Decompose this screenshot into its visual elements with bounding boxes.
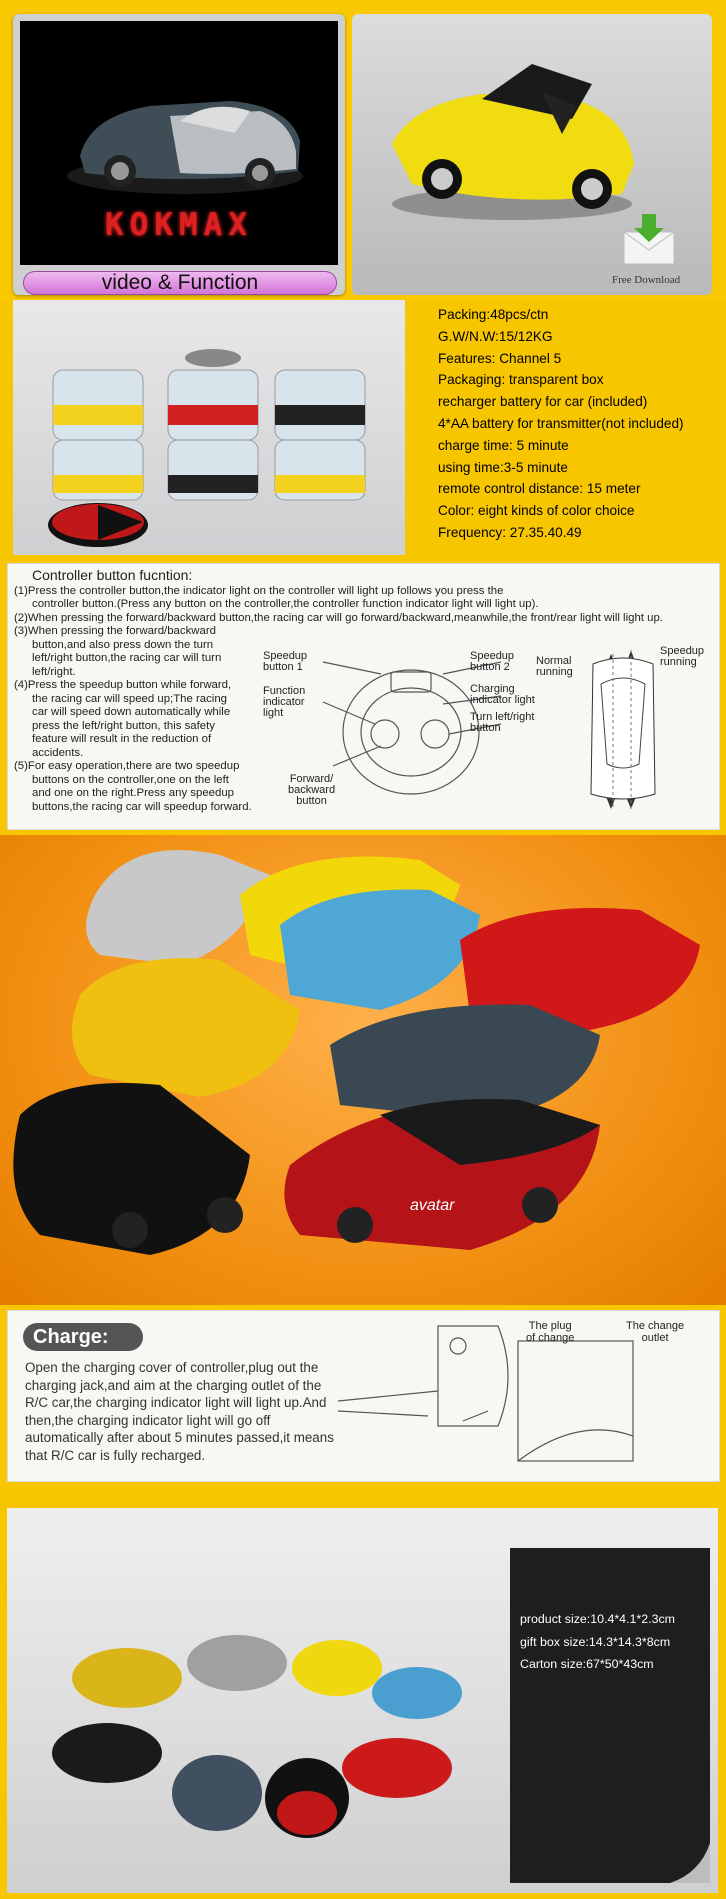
spec-weight: G.W/N.W:15/12KG — [438, 328, 553, 344]
label-function-light: Function indicator light — [263, 685, 306, 719]
yellow-car-image — [372, 44, 652, 224]
instruction-line: buttons,the racing car will speedup forward. — [32, 800, 252, 813]
instruction-line: buttons on the controller,one on the left — [32, 773, 229, 786]
free-download-link[interactable]: Free Download — [612, 274, 681, 286]
carton-size: Carton size:67*50*43cm — [520, 1657, 654, 1671]
label-speedup-2: Speedup button 2 — [470, 650, 515, 673]
instruction-line: (5)For easy operation,there are two speedup — [14, 760, 240, 772]
controller-title: Controller button fucntion: — [32, 567, 193, 583]
avatar-badge: avatar — [410, 1197, 455, 1214]
charge-title: Charge: — [23, 1323, 143, 1351]
controller-function-panel — [7, 563, 720, 830]
instruction-line: controller button.(Press any button on the controller,the controller function indicator light will light up). — [32, 598, 539, 610]
spec-remote-distance: remote control distance: 15 meter — [438, 481, 641, 497]
video-panel[interactable] — [13, 14, 345, 295]
instruction-line: car will speed down automatically while — [32, 706, 231, 718]
label-speedup-running: Speedup running — [660, 645, 705, 668]
spec-color: Color: eight kinds of color choice — [438, 503, 635, 519]
label-normal-running: Normal running — [536, 655, 573, 678]
spec-packing: Packing:48pcs/ctn — [438, 307, 549, 322]
charge-instructions: Open the charging cover of controller,plug out the charging jack,and aim at the charging outlet of the R/C car,the charging indicator light will light up.And then,the charging indicator light will go off automatically after about 5 minutes passed,it means that R/C car is fully recharged. — [25, 1360, 334, 1463]
yellow-car-panel — [352, 14, 712, 295]
mail-download-icon[interactable] — [620, 214, 678, 266]
video-thumbnail[interactable] — [20, 21, 338, 265]
instruction-line: (1)Press the controller button,the indicator light on the controller will light up follows you press the — [14, 584, 504, 597]
label-charging-light: Charging indicator light — [470, 683, 535, 706]
size-list — [520, 1608, 675, 1676]
top-banner — [0, 0, 726, 300]
size-card — [510, 1548, 710, 1883]
brand-logo: KOKMAX — [105, 207, 253, 243]
car-collection-photo — [0, 835, 726, 1305]
instruction-line: press the left/right button, this safety — [32, 719, 215, 732]
label-speedup-1: Speedup button 1 — [263, 650, 308, 673]
packaging-photo — [13, 300, 405, 555]
product-size: product size:10.4*4.1*2.3cm — [520, 1612, 675, 1626]
silver-car-image — [60, 61, 310, 201]
instruction-line: left/right button,the racing car will turn — [32, 652, 222, 664]
instruction-line: feature will result in the reduction of — [32, 733, 212, 745]
spec-packaging: Packaging: transparent box — [438, 372, 604, 388]
car-collection-image — [0, 835, 726, 1305]
spec-car-battery: recharger battery for car (included) — [438, 394, 648, 410]
spec-transmitter-battery: 4*AA battery for transmitter(not included) — [438, 415, 684, 431]
instruction-line: (2)When pressing the forward/backward button,the racing car will go forward/backward,meanwhile,the front/rear light will light up. — [14, 611, 663, 624]
instruction-line: (4)Press the speedup button while forward, — [14, 679, 232, 691]
video-function-button[interactable]: video & Function — [23, 271, 337, 295]
instruction-line: button,and also press down the turn — [32, 638, 214, 651]
cars-group-image — [37, 1608, 487, 1868]
spec-charge-time: charge time: 5 minute — [438, 437, 569, 453]
spec-frequency: Frequency: 27.35.40.49 — [438, 524, 582, 540]
label-forward-backward: Forward/ backward button — [288, 773, 336, 807]
label-turn-left-right: Turn left/right button — [470, 711, 535, 734]
page-curl-icon — [670, 1843, 710, 1883]
instruction-line: (3)When pressing the forward/backward — [14, 625, 216, 637]
spec-using-time: using time:3-5 minute — [438, 459, 568, 475]
label-change-outlet: The change outlet — [626, 1320, 685, 1344]
charge-panel — [7, 1310, 720, 1482]
label-plug-of-change: The plug of change — [526, 1320, 575, 1344]
spec-features: Features: Channel 5 — [438, 350, 562, 366]
instruction-line: left/right. — [32, 665, 76, 678]
spec-list — [438, 304, 724, 544]
instruction-line: the racing car will speed up;The racing — [32, 692, 228, 705]
gift-box-size: gift box size:14.3*14.3*8cm — [520, 1634, 671, 1649]
packaging-boxes-image — [13, 300, 405, 555]
instruction-line: accidents. — [32, 746, 84, 759]
size-section — [7, 1508, 718, 1893]
instruction-line: and one on the right.Press any speedup — [32, 787, 235, 799]
